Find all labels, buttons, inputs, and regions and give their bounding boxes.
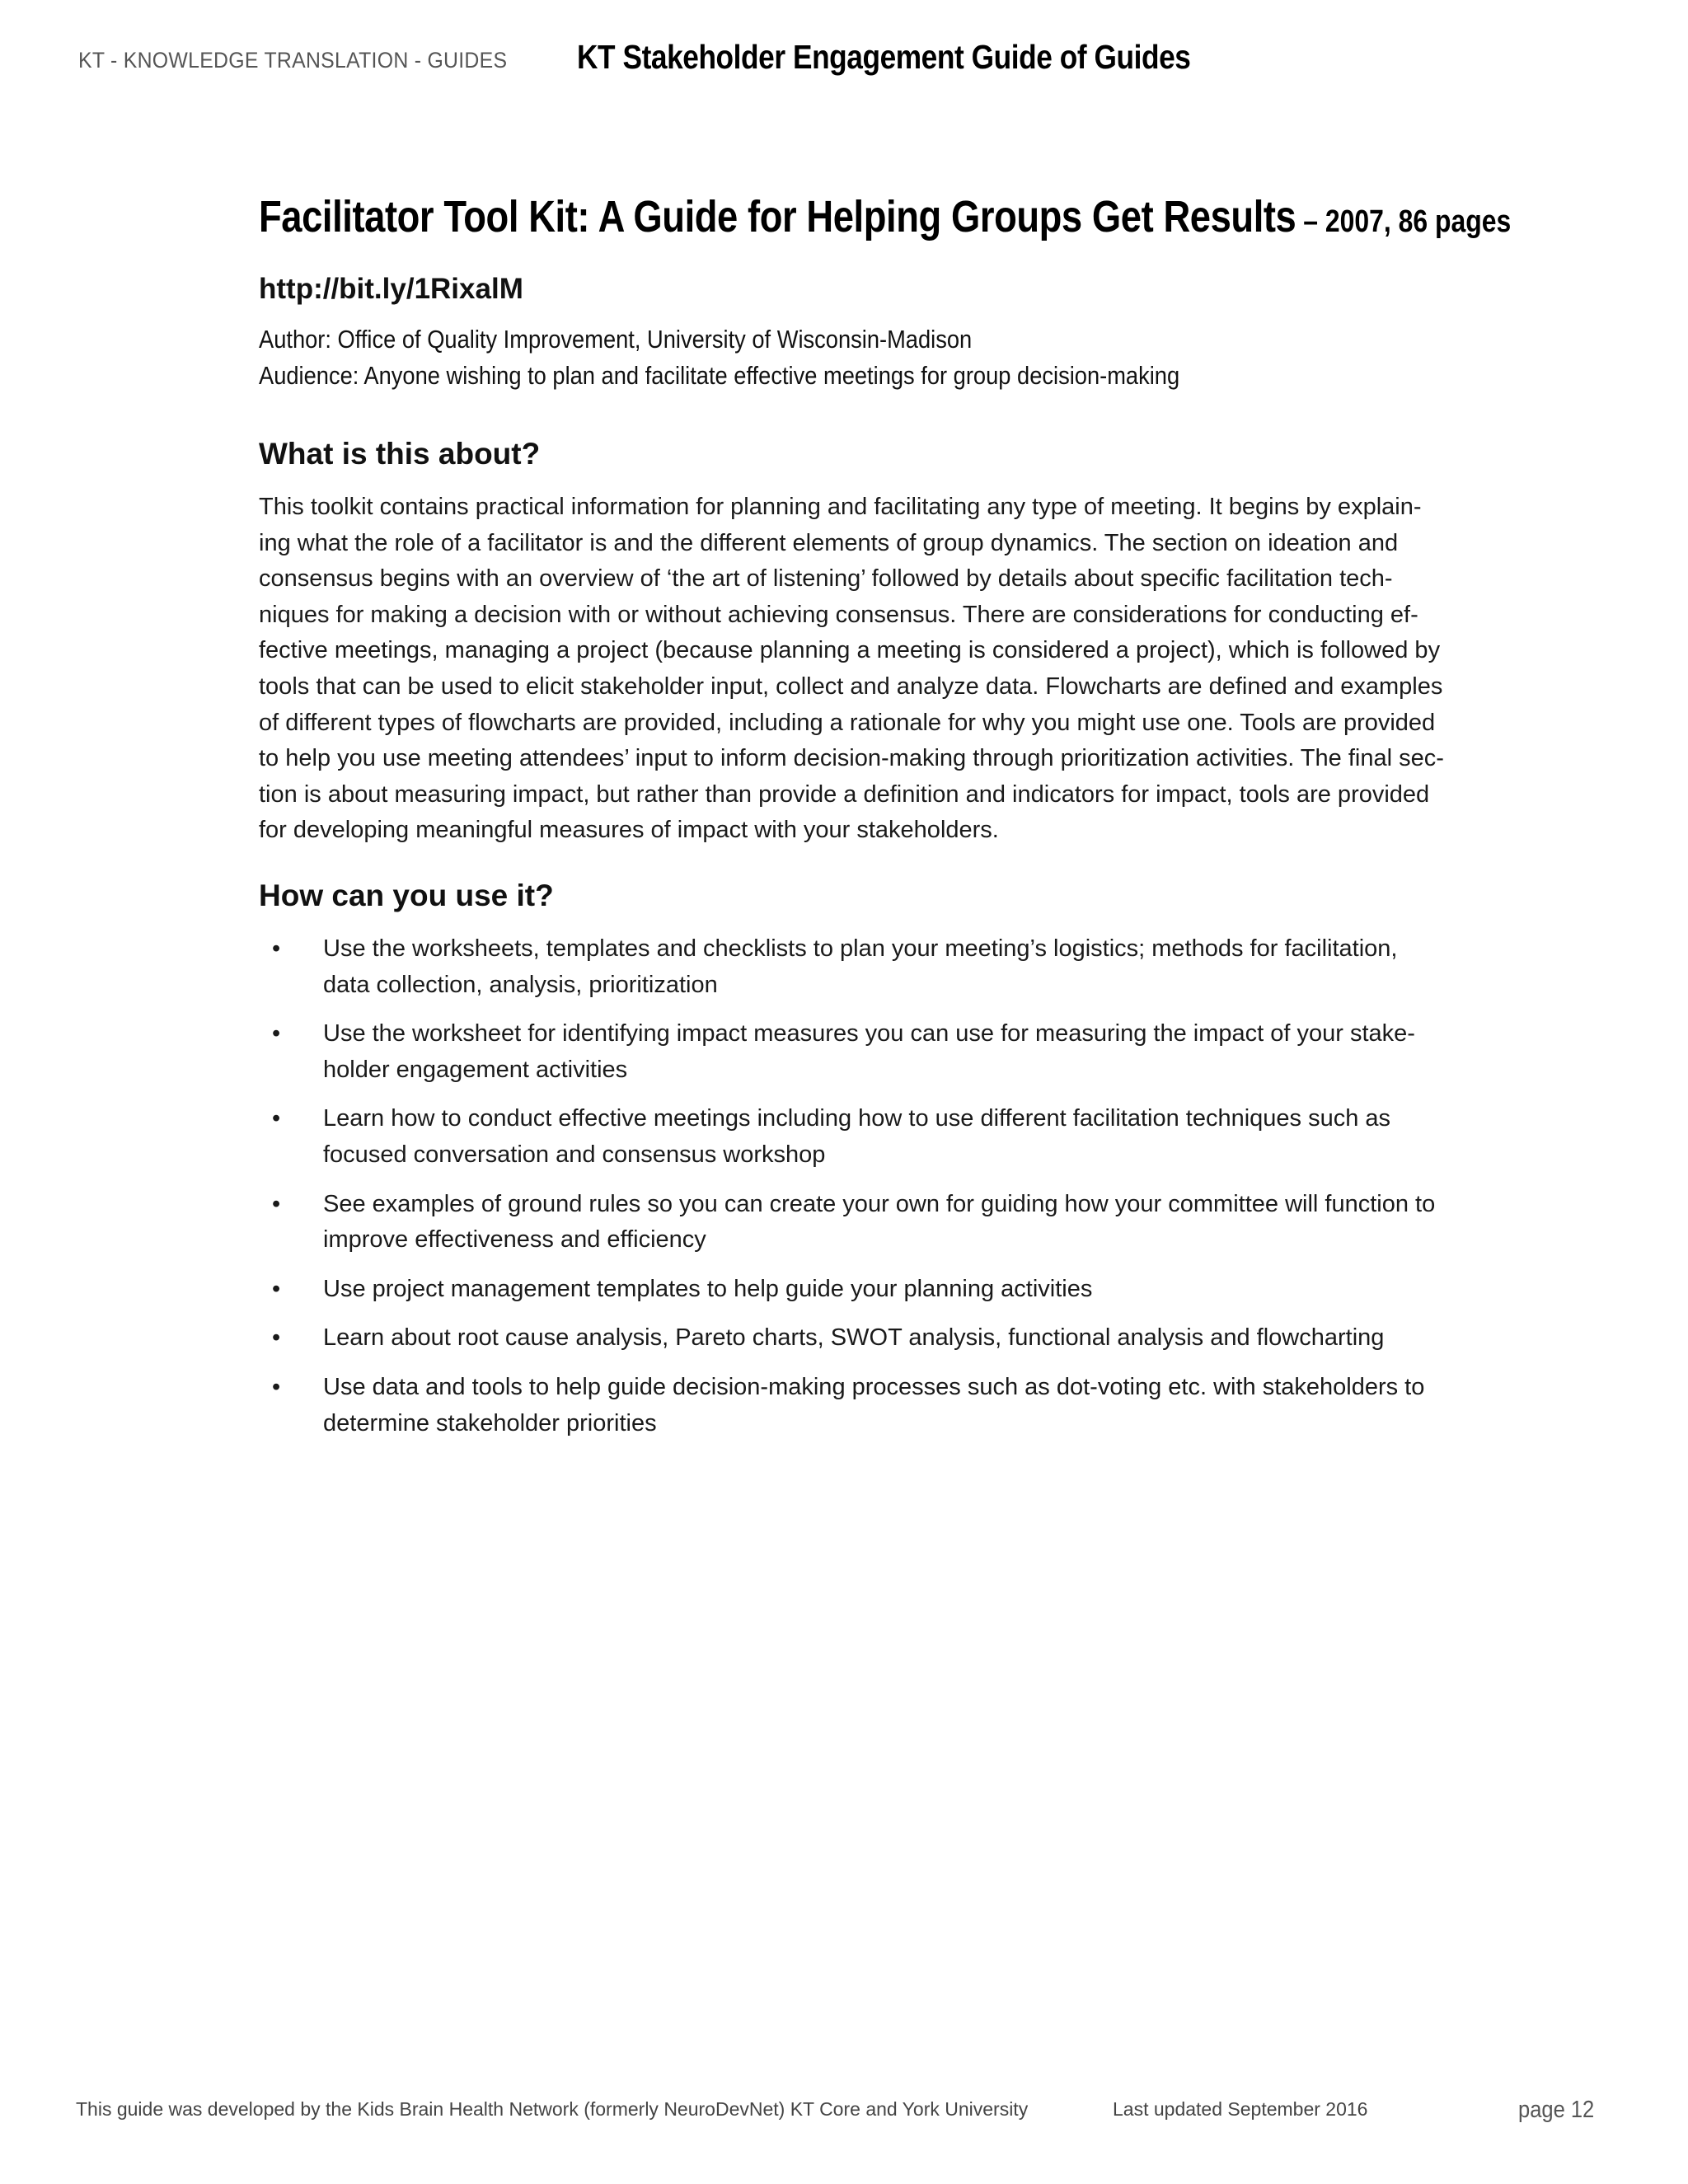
bullet-text: focused conversation and consensus workshop — [323, 1141, 826, 1168]
use-bullet-list — [259, 931, 1503, 1455]
bullet-text: improve effectiveness and efficiency — [323, 1226, 706, 1254]
resource-audience: Audience: Anyone wishing to plan and facilitate effective meetings for group decision-making — [259, 361, 1180, 390]
bullet-item — [259, 1370, 1503, 1441]
resource-title — [259, 191, 1511, 242]
bullet-text: data collection, analysis, prioritization — [323, 971, 718, 998]
paragraph-line: tion is about measuring impact, but rather than provide a definition and indicators for impact, tools are provided — [259, 780, 1430, 808]
use-heading: How can you use it? — [259, 879, 554, 912]
bullet-icon: • — [272, 1275, 281, 1302]
bullet-text: Use the worksheet for identifying impact measures you can use for measuring the impact of your stake- — [323, 1020, 1415, 1047]
paragraph-line: ing what the role of a facilitator is and the different elements of group dynamics. The section on ideation and — [259, 529, 1399, 556]
paragraph-line: tools that can be used to elicit stakeholder input, collect and analyze data. Flowcharts are defined and examples — [259, 673, 1443, 700]
bullet-text: Use the worksheets, templates and checklists to plan your meeting’s logistics; methods for facilitation, — [323, 935, 1398, 962]
bullet-text: Use data and tools to help guide decision-making processes such as dot-voting etc. with stakeholders to — [323, 1373, 1425, 1400]
header-guide-title: KT Stakeholder Engagement Guide of Guides — [577, 38, 1191, 76]
page-number: page 12 — [1518, 2097, 1595, 2123]
paragraph-line: of different types of flowcharts are provided, including a rationale for why you might use one. Tools are provided — [259, 709, 1436, 736]
paragraph-line: consensus begins with an overview of ‘the art of listening’ followed by details about specific facilitation tech- — [259, 565, 1393, 593]
resource-title-main: Facilitator Tool Kit: A Guide for Helping Groups Get Results — [259, 192, 1296, 241]
bullet-icon: • — [272, 1105, 281, 1132]
bullet-item — [259, 1101, 1503, 1173]
bullet-text: determine stakeholder priorities — [323, 1409, 657, 1436]
footer-credit: This guide was developed by the Kids Brain Health Network (formerly NeuroDevNet) KT Core and York University — [76, 2098, 1029, 2120]
paragraph-line: for developing meaningful measures of impact with your stakeholders. — [259, 817, 999, 844]
resource-title-suffix: – 2007, 86 pages — [1296, 204, 1512, 239]
bullet-item — [259, 931, 1503, 1003]
bullet-icon: • — [272, 1373, 281, 1400]
bullet-item — [259, 1187, 1503, 1258]
paragraph-line: to help you use meeting attendees’ input to inform decision-making through prioritization activities. The final sec- — [259, 745, 1444, 772]
header-section-label: KT - KNOWLEDGE TRANSLATION - GUIDES — [78, 48, 508, 73]
bullet-text: See examples of ground rules so you can create your own for guiding how your committee will function to — [323, 1190, 1436, 1217]
bullet-text: Use project management templates to help guide your planning activities — [323, 1275, 1093, 1302]
bullet-icon: • — [272, 1020, 281, 1047]
bullet-item — [259, 1320, 1503, 1357]
bullet-item — [259, 1016, 1503, 1088]
paragraph-line: fective meetings, managing a project (because planning a meeting is considered a project), which is followed by — [259, 637, 1441, 664]
bullet-text: Learn about root cause analysis, Pareto charts, SWOT analysis, functional analysis and flowcharting — [323, 1324, 1385, 1352]
bullet-item — [259, 1272, 1503, 1308]
about-paragraph — [259, 490, 1503, 849]
footer-updated: Last updated September 2016 — [1113, 2098, 1368, 2120]
bullet-icon: • — [272, 1324, 281, 1352]
resource-author: Author: Office of Quality Improvement, University of Wisconsin-Madison — [259, 325, 973, 354]
about-heading: What is this about? — [259, 437, 541, 471]
bullet-text: Learn how to conduct effective meetings including how to use different facilitation techniques such as — [323, 1105, 1391, 1132]
paragraph-line: This toolkit contains practical information for planning and facilitating any type of meeting. It begins by explain- — [259, 494, 1422, 520]
bullet-icon: • — [272, 1190, 281, 1217]
bullet-icon: • — [272, 935, 281, 962]
paragraph-line: niques for making a decision with or without achieving consensus. There are considerations for conducting ef- — [259, 601, 1418, 628]
resource-url[interactable]: http://bit.ly/1RixalM — [259, 273, 523, 305]
bullet-text: holder engagement activities — [323, 1056, 628, 1083]
